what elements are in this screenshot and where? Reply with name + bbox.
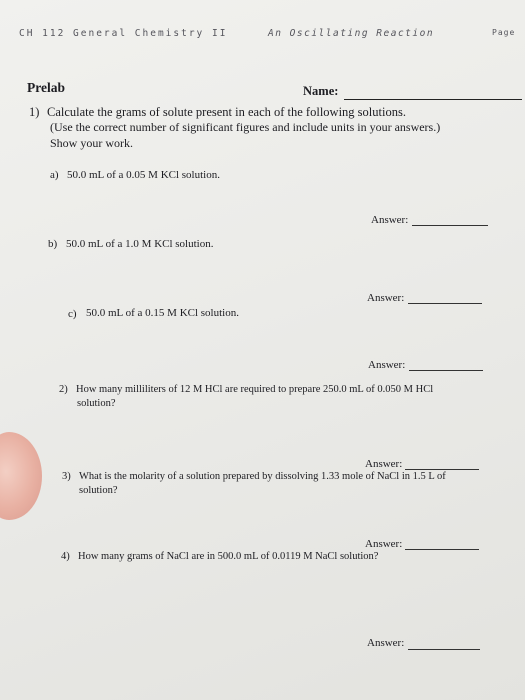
question-1-number: 1) (29, 105, 40, 119)
question-1-text: Calculate the grams of solute present in each of the following solutions. (47, 105, 406, 119)
answer-2-line[interactable] (405, 469, 479, 470)
answer-4-label: Answer: (367, 637, 405, 649)
question-2-number: 2) (59, 384, 68, 395)
question-4-text: How many grams of NaCl are in 500.0 mL of 0.0119 M NaCl solution? (78, 551, 379, 562)
question-3-text: What is the molarity of a solution prepared by dissolving 1.33 mole of NaCl in 1.5 L of (79, 471, 446, 482)
part-a-label: a) (50, 169, 59, 181)
part-b-label: b) (48, 238, 58, 250)
name-label: Name: (303, 84, 339, 98)
answer-c-line[interactable] (409, 370, 483, 371)
part-c-label: c) (68, 308, 77, 320)
answer-2-label: Answer: (365, 458, 403, 470)
answer-a-label: Answer: (371, 214, 409, 226)
part-b-text: 50.0 mL of a 1.0 M KCl solution. (66, 238, 214, 250)
part-c-text: 50.0 mL of a 0.15 M KCl solution. (86, 307, 239, 319)
question-2-text-continued: solution? (77, 398, 116, 409)
fingertip-in-frame (0, 432, 42, 520)
answer-b-label: Answer: (367, 292, 405, 304)
question-3-text-continued: solution? (79, 485, 118, 496)
answer-3-line[interactable] (405, 549, 479, 550)
answer-c-label: Answer: (368, 359, 406, 371)
course-header: CH 112 General Chemistry II (19, 28, 228, 39)
answer-b-line[interactable] (408, 303, 482, 304)
prelab-heading: Prelab (27, 80, 65, 95)
name-blank-line[interactable] (344, 99, 522, 100)
lab-title-header: An Oscillating Reaction (268, 28, 435, 39)
question-1-show-work: Show your work. (50, 136, 133, 150)
page-header: Page (492, 28, 516, 37)
question-2-text: How many milliliters of 12 M HCl are required to prepare 250.0 mL of 0.050 M HCl (76, 384, 434, 395)
answer-3-label: Answer: (365, 538, 403, 550)
question-4-number: 4) (61, 551, 70, 562)
answer-4-line[interactable] (408, 649, 480, 650)
question-3-number: 3) (62, 471, 71, 482)
question-1-note: (Use the correct number of significant figures and include units in your answers.) (50, 120, 441, 134)
answer-a-line[interactable] (412, 225, 488, 226)
part-a-text: 50.0 mL of a 0.05 M KCl solution. (67, 169, 220, 181)
